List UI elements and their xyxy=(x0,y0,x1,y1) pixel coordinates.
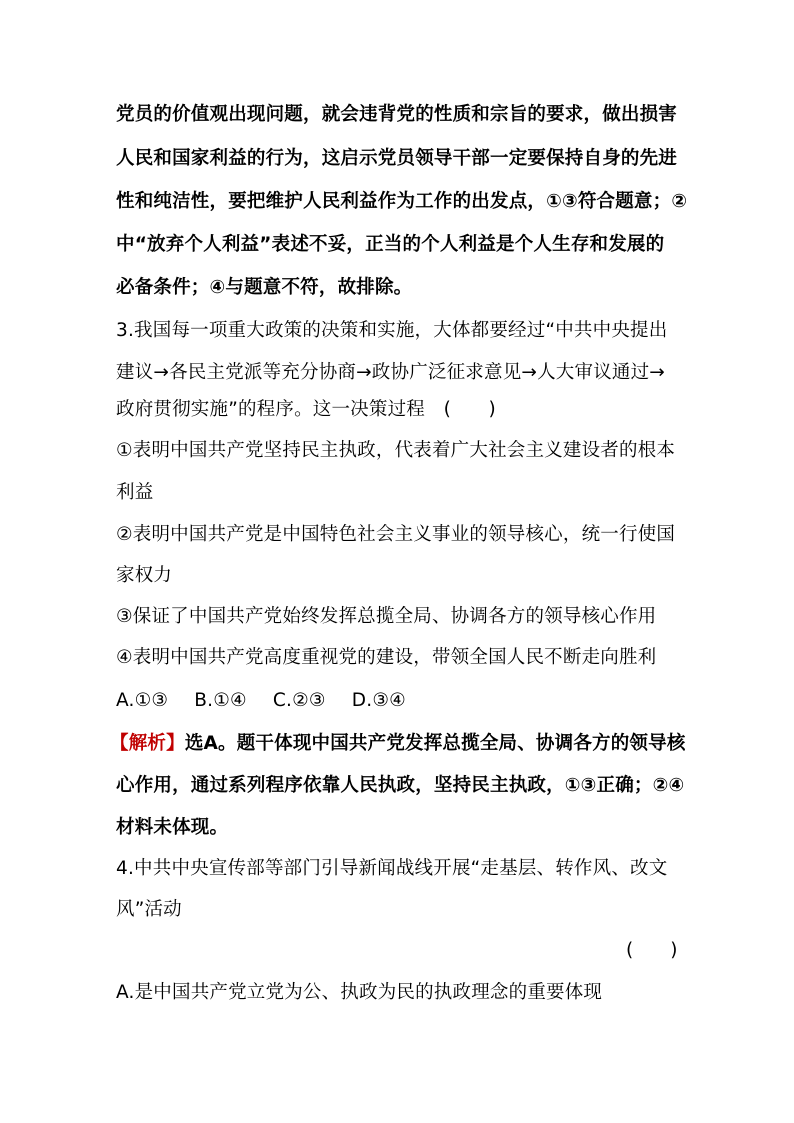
question-3-item-2: 家权力 xyxy=(116,565,173,586)
question-3-item-1: 利益 xyxy=(116,482,154,503)
prev-explanation-line: 人民和国家利益的行为，这启示党员领导干部一定要保持自身的先进 xyxy=(116,148,678,169)
prev-explanation-line: 中“放弃个人利益”表述不妥，正当的个人利益是个人生存和发展的 xyxy=(116,234,665,255)
question-3-options xyxy=(116,688,686,714)
prev-explanation-line: 党员的价值观出现问题，就会违背党的性质和宗旨的要求，做出损害 xyxy=(116,104,678,125)
question-4-stem: 风”活动 xyxy=(116,899,182,920)
question-4-option-a: A.是中国共产党立党为公、执政为民的执政理念的重要体现 xyxy=(116,982,603,1003)
prev-explanation-line: 性和纯洁性，要把维护人民利益作为工作的出发点，①③符合题意；② xyxy=(116,191,688,212)
question-3-item-1: ①表明中国共产党坚持民主执政，代表着广大社会主义建设者的根本 xyxy=(116,440,676,461)
question-3-item-3: ③保证了中国共产党始终发挥总揽全局、协调各方的领导核心作用 xyxy=(116,606,657,627)
question-3-stem: 政府贯彻实施”的程序。这一决策过程 ( ) xyxy=(116,399,496,420)
analysis-text: 选A。题干体现中国共产党发挥总揽全局、协调各方的领导核 xyxy=(184,733,686,754)
answer-blank: ( ) xyxy=(626,940,678,961)
option-a: A.①③ xyxy=(116,690,169,711)
question-3-analysis: 心作用，通过系列程序依靠人民执政，坚持民主执政，①③正确；②④ xyxy=(116,775,685,796)
option-b: B.①④ xyxy=(194,690,247,711)
analysis-tag: 【解析】 xyxy=(110,733,185,754)
question-3-stem: 3.我国每一项重大政策的决策和实施，大体都要经过“中共中央提出 xyxy=(116,320,668,341)
prev-explanation-line: 必备条件；④与题意不符，故排除。 xyxy=(116,277,413,298)
option-c: C.②③ xyxy=(272,690,326,711)
question-4-stem: 4.中共中央宣传部等部门引导新闻战线开展“走基层、转作风、改文 xyxy=(116,858,668,879)
question-3-analysis: 材料未体现。 xyxy=(116,817,229,838)
question-3-stem: 建议→各民主党派等充分协商→政协广泛征求意见→人大审议通过→ xyxy=(116,362,666,383)
question-3-analysis xyxy=(110,731,686,757)
question-3-item-2: ②表明中国共产党是中国特色社会主义事业的领导核心，统一行使国 xyxy=(116,524,676,545)
option-d: D.③④ xyxy=(351,690,406,711)
question-3-item-4: ④表明中国共产党高度重视党的建设，带领全国人民不断走向胜利 xyxy=(116,647,657,668)
